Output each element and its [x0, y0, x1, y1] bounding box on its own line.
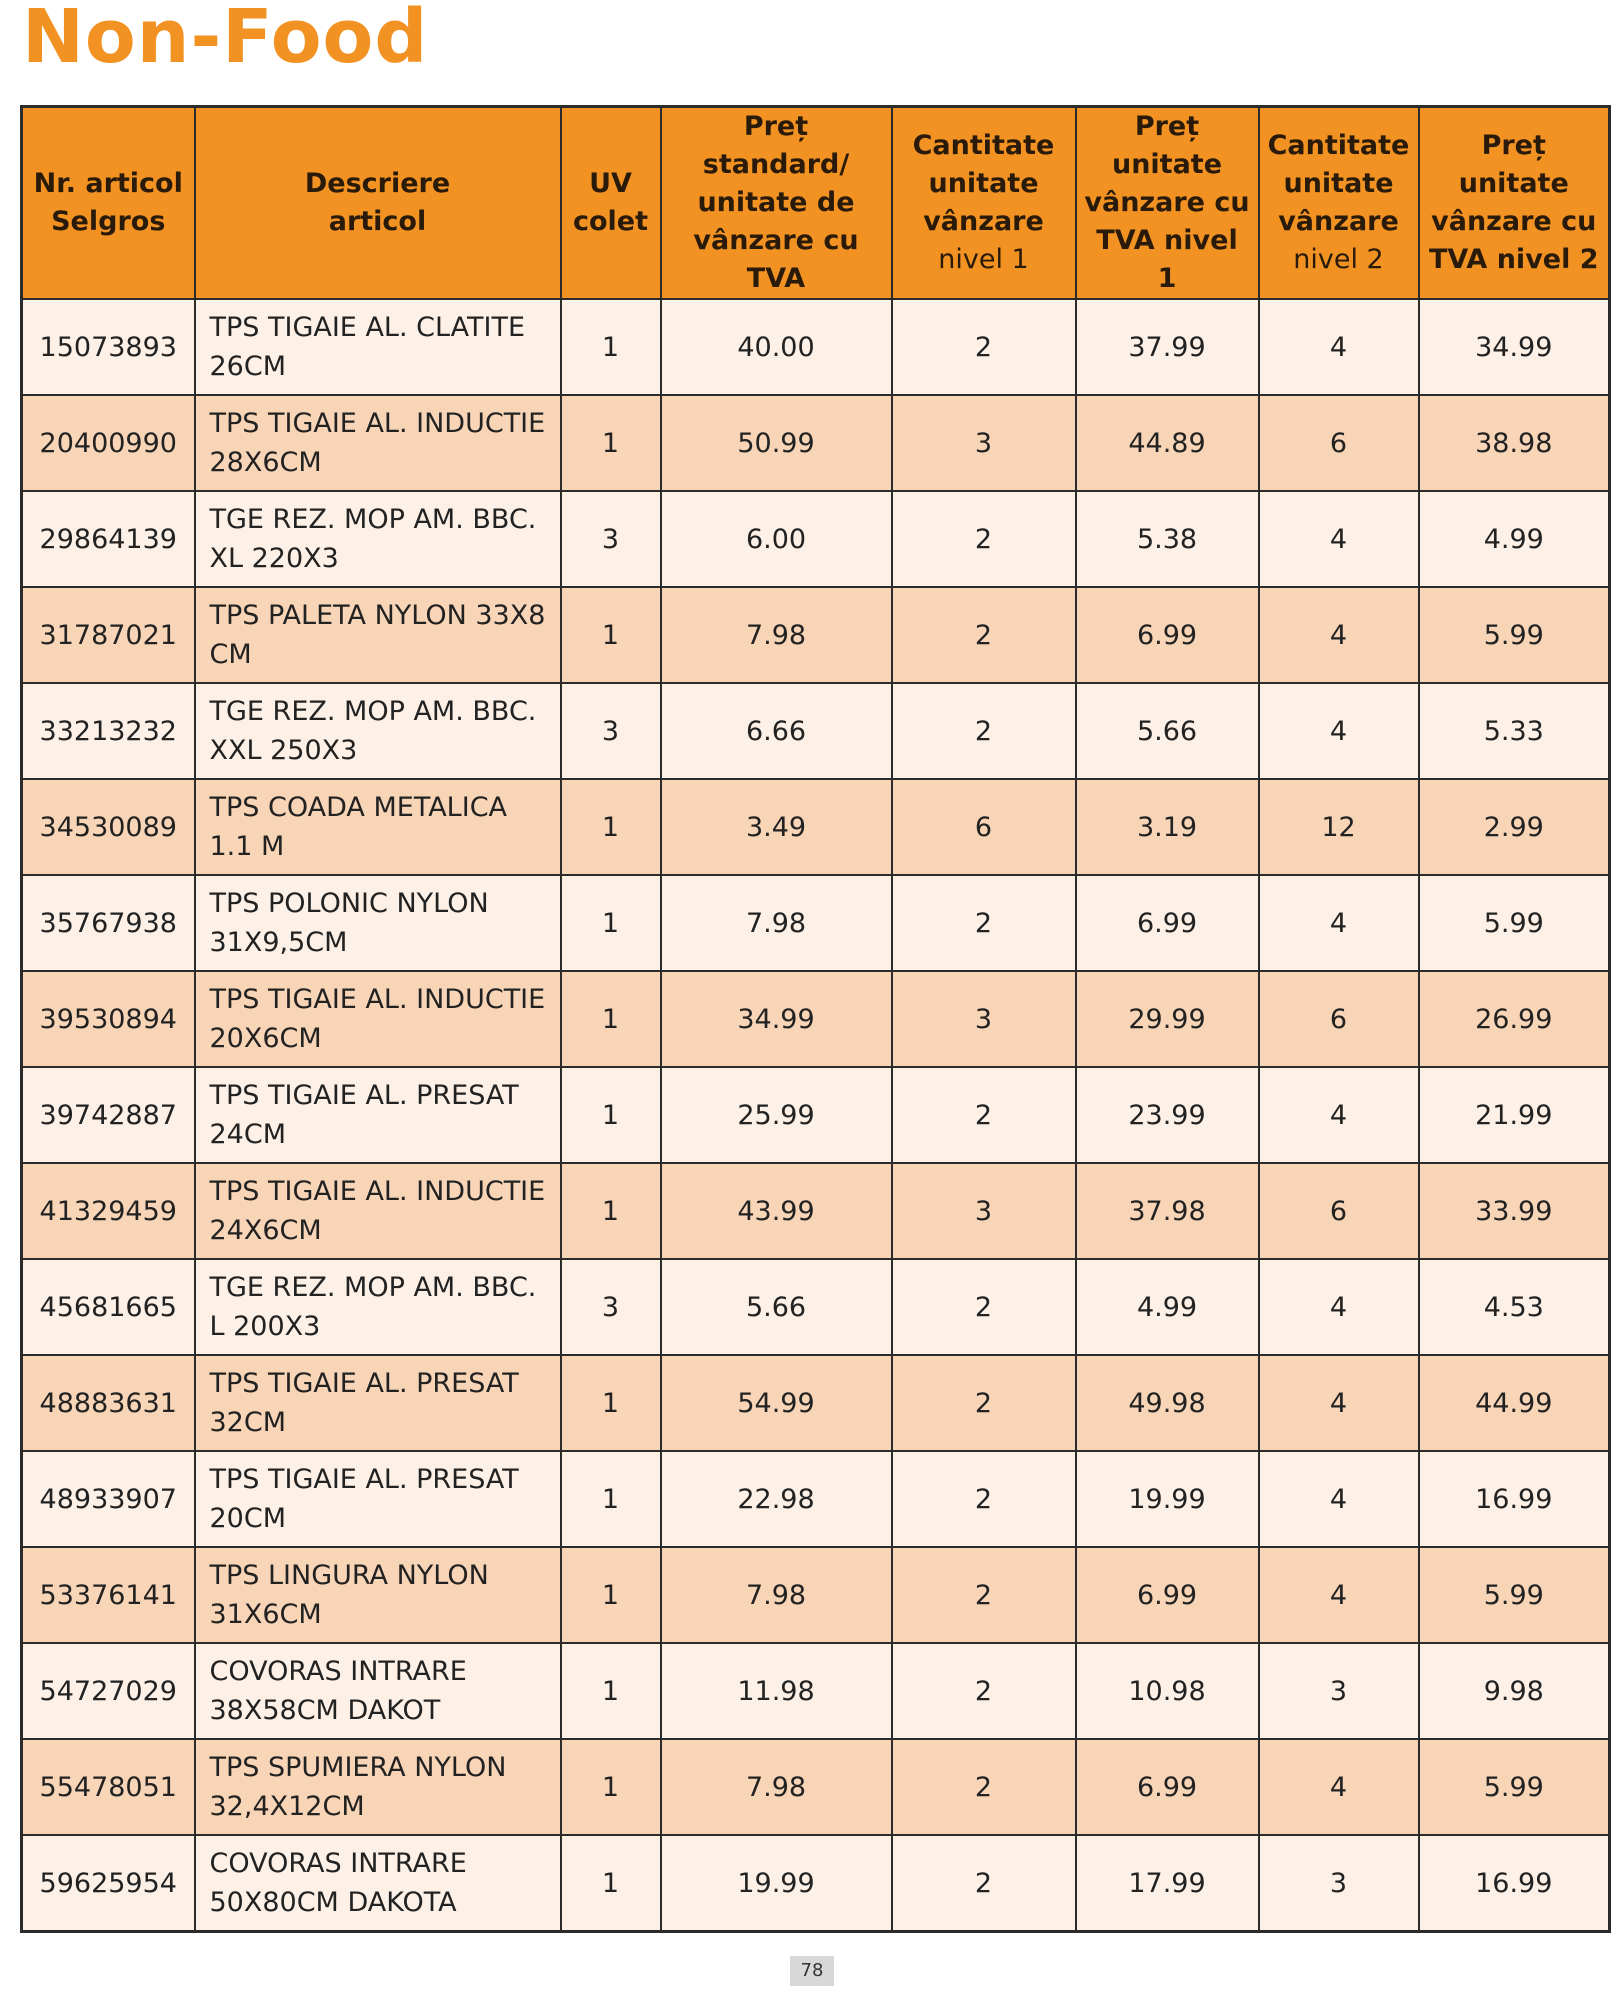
- cell-pret-standard: 7.98: [661, 587, 892, 683]
- cell-pret-nivel-1: 6.99: [1076, 875, 1259, 971]
- cell-pret-nivel-2: 5.99: [1419, 1547, 1610, 1643]
- cell-pret-standard: 54.99: [661, 1355, 892, 1451]
- cell-cantitate-nivel-2: 4: [1259, 1739, 1419, 1835]
- cell-nr-articol: 39742887: [22, 1067, 195, 1163]
- header-line: unitate: [1111, 149, 1223, 180]
- table-header-row: [22, 107, 1610, 300]
- cell-cantitate-nivel-2: 4: [1259, 683, 1419, 779]
- table-row: [22, 587, 1610, 683]
- cell-descriere: TPS TIGAIE AL. INDUCTIE 28X6CM: [195, 395, 561, 491]
- cell-pret-nivel-1: 17.99: [1076, 1835, 1259, 1932]
- table-row: [22, 1547, 1610, 1643]
- table-row: [22, 1355, 1610, 1451]
- header-line: TVA: [746, 263, 806, 294]
- cell-pret-nivel-1: 5.38: [1076, 491, 1259, 587]
- cell-pret-nivel-1: 6.99: [1076, 1547, 1259, 1643]
- cell-cantitate-nivel-2: 4: [1259, 587, 1419, 683]
- cell-pret-nivel-1: 37.98: [1076, 1163, 1259, 1259]
- header-line: colet: [572, 206, 649, 237]
- header-line: Selgros: [51, 206, 166, 237]
- header-line: Preț: [1481, 130, 1546, 161]
- cell-pret-nivel-1: 4.99: [1076, 1259, 1259, 1355]
- cell-uv-colet: 1: [561, 299, 661, 395]
- cell-cantitate-nivel-2: 4: [1259, 299, 1419, 395]
- header-line: Nr. articol: [33, 168, 183, 199]
- cell-cantitate-nivel-2: 6: [1259, 971, 1419, 1067]
- cell-pret-nivel-1: 29.99: [1076, 971, 1259, 1067]
- cell-nr-articol: 45681665: [22, 1259, 195, 1355]
- header-uv-colet: [561, 107, 661, 300]
- cell-pret-nivel-1: 10.98: [1076, 1643, 1259, 1739]
- cell-pret-nivel-1: 3.19: [1076, 779, 1259, 875]
- price-table-wrapper: [20, 105, 1608, 1933]
- cell-pret-standard: 19.99: [661, 1835, 892, 1932]
- cell-pret-nivel-1: 6.99: [1076, 1739, 1259, 1835]
- cell-descriere: TPS TIGAIE AL. INDUCTIE 24X6CM: [195, 1163, 561, 1259]
- table-row: [22, 1739, 1610, 1835]
- table-row: [22, 299, 1610, 395]
- cell-uv-colet: 3: [561, 491, 661, 587]
- cell-descriere: TPS PALETA NYLON 33X8 CM: [195, 587, 561, 683]
- price-table: [20, 105, 1611, 1933]
- cell-cantitate-nivel-1: 2: [892, 299, 1076, 395]
- cell-uv-colet: 1: [561, 971, 661, 1067]
- cell-pret-nivel-2: 38.98: [1419, 395, 1610, 491]
- cell-pret-standard: 43.99: [661, 1163, 892, 1259]
- cell-uv-colet: 1: [561, 1067, 661, 1163]
- cell-nr-articol: 48933907: [22, 1451, 195, 1547]
- cell-descriere: TGE REZ. MOP AM. BBC. XL 220X3: [195, 491, 561, 587]
- header-pret-nivel-2: [1419, 107, 1610, 300]
- table-row: [22, 395, 1610, 491]
- cell-nr-articol: 54727029: [22, 1643, 195, 1739]
- table-row: [22, 1067, 1610, 1163]
- cell-nr-articol: 48883631: [22, 1355, 195, 1451]
- cell-nr-articol: 33213232: [22, 683, 195, 779]
- cell-cantitate-nivel-1: 2: [892, 1739, 1076, 1835]
- cell-uv-colet: 1: [561, 1835, 661, 1932]
- cell-pret-standard: 40.00: [661, 299, 892, 395]
- cell-pret-nivel-1: 49.98: [1076, 1355, 1259, 1451]
- cell-nr-articol: 55478051: [22, 1739, 195, 1835]
- cell-pret-nivel-2: 44.99: [1419, 1355, 1610, 1451]
- cell-descriere: TPS TIGAIE AL. PRESAT 32CM: [195, 1355, 561, 1451]
- cell-cantitate-nivel-1: 2: [892, 1643, 1076, 1739]
- cell-pret-standard: 6.66: [661, 683, 892, 779]
- cell-cantitate-nivel-1: 2: [892, 875, 1076, 971]
- header-line: vânzare cu: [693, 225, 859, 256]
- cell-uv-colet: 3: [561, 683, 661, 779]
- cell-pret-nivel-2: 26.99: [1419, 971, 1610, 1067]
- cell-nr-articol: 29864139: [22, 491, 195, 587]
- cell-pret-nivel-2: 5.33: [1419, 683, 1610, 779]
- cell-pret-standard: 25.99: [661, 1067, 892, 1163]
- header-cantitate-nivel-2: [1259, 107, 1419, 300]
- cell-cantitate-nivel-2: 4: [1259, 1451, 1419, 1547]
- cell-pret-standard: 22.98: [661, 1451, 892, 1547]
- cell-pret-standard: 7.98: [661, 1739, 892, 1835]
- cell-uv-colet: 1: [561, 587, 661, 683]
- cell-nr-articol: 31787021: [22, 587, 195, 683]
- header-line: UV: [589, 168, 632, 199]
- cell-pret-nivel-2: 16.99: [1419, 1451, 1610, 1547]
- cell-nr-articol: 35767938: [22, 875, 195, 971]
- cell-pret-nivel-1: 44.89: [1076, 395, 1259, 491]
- cell-uv-colet: 3: [561, 1259, 661, 1355]
- header-line: Cantitate: [1267, 130, 1410, 161]
- header-line: unitate: [1283, 168, 1394, 199]
- header-line: vânzare: [1278, 206, 1399, 237]
- header-line: Cantitate: [912, 130, 1055, 161]
- header-cantitate-nivel-1: [892, 107, 1076, 300]
- table-body: [22, 299, 1610, 1932]
- cell-pret-standard: 5.66: [661, 1259, 892, 1355]
- cell-cantitate-nivel-1: 2: [892, 1067, 1076, 1163]
- cell-cantitate-nivel-2: 4: [1259, 1355, 1419, 1451]
- header-line: TVA nivel 1: [1096, 225, 1238, 294]
- cell-pret-nivel-1: 6.99: [1076, 587, 1259, 683]
- cell-descriere: TGE REZ. MOP AM. BBC. XXL 250X3: [195, 683, 561, 779]
- cell-nr-articol: 20400990: [22, 395, 195, 491]
- cell-cantitate-nivel-2: 3: [1259, 1643, 1419, 1739]
- cell-pret-standard: 7.98: [661, 1547, 892, 1643]
- cell-cantitate-nivel-1: 2: [892, 683, 1076, 779]
- cell-pret-standard: 6.00: [661, 491, 892, 587]
- header-line: vânzare cu: [1431, 206, 1597, 237]
- cell-descriere: COVORAS INTRARE 38X58CM DAKOT: [195, 1643, 561, 1739]
- header-line: vânzare: [923, 206, 1044, 237]
- header-line: Descriere: [304, 168, 451, 199]
- table-row: [22, 779, 1610, 875]
- cell-pret-standard: 50.99: [661, 395, 892, 491]
- cell-uv-colet: 1: [561, 1739, 661, 1835]
- cell-uv-colet: 1: [561, 1163, 661, 1259]
- table-row: [22, 875, 1610, 971]
- table-row: [22, 1259, 1610, 1355]
- cell-pret-nivel-2: 4.99: [1419, 491, 1610, 587]
- cell-pret-nivel-2: 34.99: [1419, 299, 1610, 395]
- table-row: [22, 683, 1610, 779]
- cell-cantitate-nivel-2: 12: [1259, 779, 1419, 875]
- cell-cantitate-nivel-1: 3: [892, 1163, 1076, 1259]
- cell-descriere: TPS POLONIC NYLON 31X9,5CM: [195, 875, 561, 971]
- cell-pret-nivel-2: 33.99: [1419, 1163, 1610, 1259]
- table-row: [22, 1451, 1610, 1547]
- cell-pret-standard: 34.99: [661, 971, 892, 1067]
- header-line: Preț: [1134, 111, 1200, 142]
- cell-uv-colet: 1: [561, 1355, 661, 1451]
- cell-descriere: TPS TIGAIE AL. PRESAT 20CM: [195, 1451, 561, 1547]
- cell-nr-articol: 39530894: [22, 971, 195, 1067]
- table-row: [22, 971, 1610, 1067]
- header-line: vânzare cu: [1084, 187, 1250, 218]
- table-row: [22, 1643, 1610, 1739]
- cell-nr-articol: 34530089: [22, 779, 195, 875]
- cell-uv-colet: 1: [561, 1547, 661, 1643]
- header-pret-standard: [661, 107, 892, 300]
- cell-cantitate-nivel-1: 2: [892, 491, 1076, 587]
- cell-pret-standard: 7.98: [661, 875, 892, 971]
- cell-descriere: TGE REZ. MOP AM. BBC. L 200X3: [195, 1259, 561, 1355]
- cell-nr-articol: 15073893: [22, 299, 195, 395]
- cell-pret-nivel-2: 5.99: [1419, 587, 1610, 683]
- header-line: TVA nivel 2: [1428, 244, 1599, 275]
- cell-descriere: TPS TIGAIE AL. PRESAT 24CM: [195, 1067, 561, 1163]
- cell-uv-colet: 1: [561, 875, 661, 971]
- table-row: [22, 1835, 1610, 1932]
- header-line: Preț standard/: [702, 111, 850, 180]
- cell-nr-articol: 41329459: [22, 1163, 195, 1259]
- page-number: 78: [790, 1956, 834, 1986]
- cell-descriere: COVORAS INTRARE 50X80CM DAKOTA: [195, 1835, 561, 1932]
- cell-cantitate-nivel-2: 4: [1259, 875, 1419, 971]
- header-nr-articol: [22, 107, 195, 300]
- cell-uv-colet: 1: [561, 779, 661, 875]
- cell-cantitate-nivel-1: 2: [892, 1835, 1076, 1932]
- cell-pret-standard: 11.98: [661, 1643, 892, 1739]
- header-line: nivel 1: [938, 244, 1029, 275]
- cell-pret-nivel-1: 5.66: [1076, 683, 1259, 779]
- cell-uv-colet: 1: [561, 395, 661, 491]
- cell-cantitate-nivel-1: 2: [892, 1259, 1076, 1355]
- cell-uv-colet: 1: [561, 1451, 661, 1547]
- cell-cantitate-nivel-1: 2: [892, 1355, 1076, 1451]
- header-descriere: [195, 107, 561, 300]
- cell-cantitate-nivel-2: 6: [1259, 395, 1419, 491]
- cell-cantitate-nivel-2: 4: [1259, 1067, 1419, 1163]
- cell-pret-nivel-1: 23.99: [1076, 1067, 1259, 1163]
- cell-cantitate-nivel-2: 3: [1259, 1835, 1419, 1932]
- cell-cantitate-nivel-1: 3: [892, 395, 1076, 491]
- cell-cantitate-nivel-2: 4: [1259, 1259, 1419, 1355]
- cell-uv-colet: 1: [561, 1643, 661, 1739]
- cell-nr-articol: 53376141: [22, 1547, 195, 1643]
- cell-pret-nivel-2: 4.53: [1419, 1259, 1610, 1355]
- header-line: unitate: [928, 168, 1039, 199]
- cell-pret-nivel-2: 5.99: [1419, 875, 1610, 971]
- cell-cantitate-nivel-2: 4: [1259, 1547, 1419, 1643]
- cell-pret-nivel-2: 21.99: [1419, 1067, 1610, 1163]
- cell-descriere: TPS COADA METALICA 1.1 M: [195, 779, 561, 875]
- header-pret-nivel-1: [1076, 107, 1259, 300]
- table-row: [22, 1163, 1610, 1259]
- cell-cantitate-nivel-1: 2: [892, 1547, 1076, 1643]
- cell-cantitate-nivel-2: 4: [1259, 491, 1419, 587]
- cell-pret-nivel-1: 19.99: [1076, 1451, 1259, 1547]
- cell-cantitate-nivel-1: 2: [892, 1451, 1076, 1547]
- cell-cantitate-nivel-2: 6: [1259, 1163, 1419, 1259]
- cell-descriere: TPS TIGAIE AL. CLATITE 26CM: [195, 299, 561, 395]
- cell-pret-nivel-2: 5.99: [1419, 1739, 1610, 1835]
- cell-descriere: TPS TIGAIE AL. INDUCTIE 20X6CM: [195, 971, 561, 1067]
- cell-pret-nivel-2: 9.98: [1419, 1643, 1610, 1739]
- cell-descriere: TPS SPUMIERA NYLON 32,4X12CM: [195, 1739, 561, 1835]
- header-line: unitate de: [697, 187, 855, 218]
- cell-pret-standard: 3.49: [661, 779, 892, 875]
- cell-cantitate-nivel-1: 2: [892, 587, 1076, 683]
- cell-cantitate-nivel-1: 3: [892, 971, 1076, 1067]
- cell-cantitate-nivel-1: 6: [892, 779, 1076, 875]
- cell-pret-nivel-2: 16.99: [1419, 1835, 1610, 1932]
- cell-descriere: TPS LINGURA NYLON 31X6CM: [195, 1547, 561, 1643]
- header-line: unitate: [1458, 168, 1569, 199]
- cell-nr-articol: 59625954: [22, 1835, 195, 1932]
- cell-pret-nivel-2: 2.99: [1419, 779, 1610, 875]
- header-line: articol: [328, 206, 427, 237]
- page-title: Non-Food: [22, 0, 429, 80]
- header-line: nivel 2: [1293, 244, 1384, 275]
- table-row: [22, 491, 1610, 587]
- cell-pret-nivel-1: 37.99: [1076, 299, 1259, 395]
